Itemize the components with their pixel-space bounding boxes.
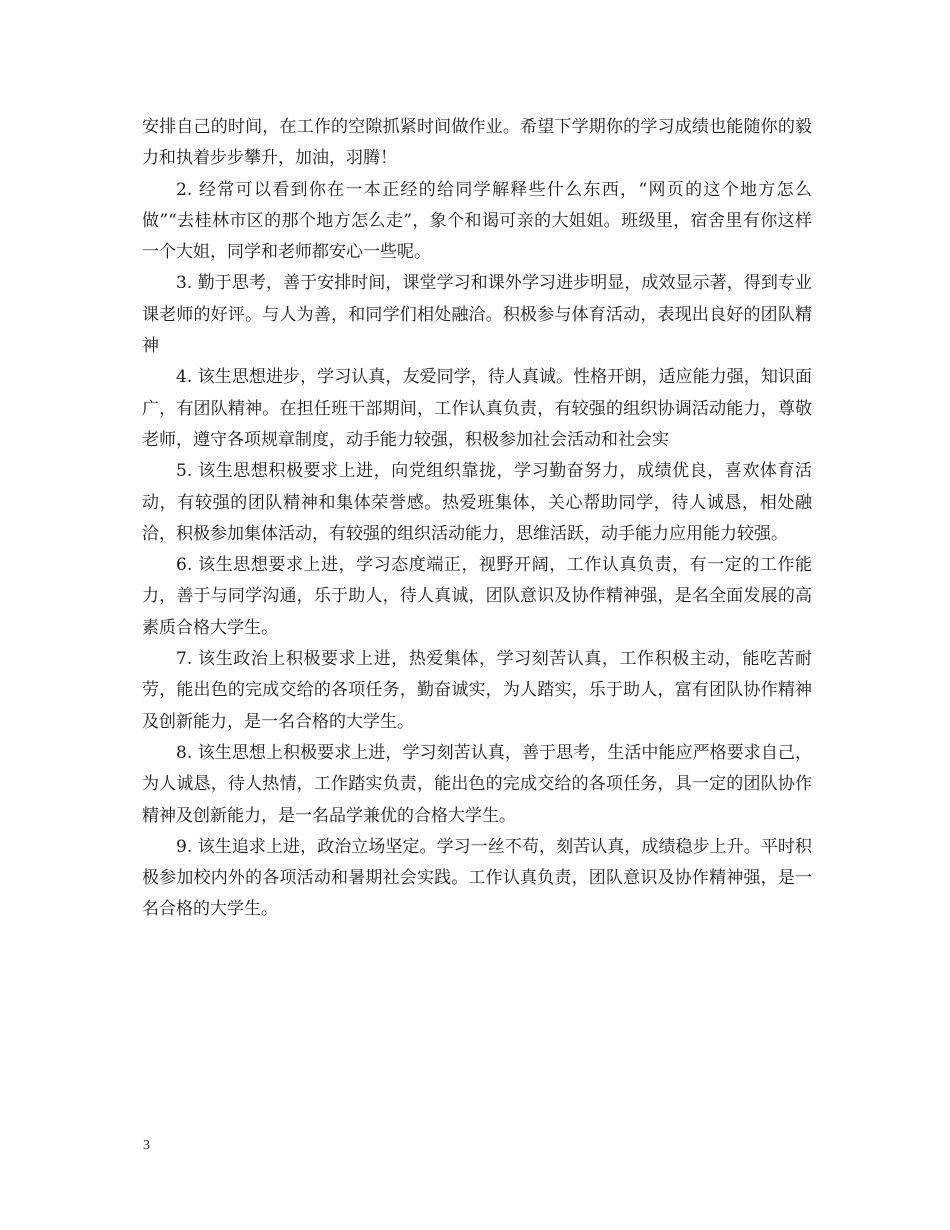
paragraph-item-8: 8. 该生思想上积极要求上进，学习刻苦认真，善于思考，生活中能应严格要求自己，为人诚恳，待人热情，工作踏实负责，能出色的完成交给的各项任务，具一定的团队协作精神及创新能力，是一名品学兼优的合格大学生。: [142, 742, 812, 826]
paragraph-item-5: 5. 该生思想积极要求上进，向党组织靠拢，学习勤奋努力，成绩优良，喜欢体育活动，有较强的团队精神和集体荣誉感。热爱班集体，关心帮助同学，待人诚恳，相处融洽，积极参加集体活动，有较强的组织活动能力，思维活跃，动手能力应用能力较强。: [142, 461, 812, 544]
paragraph-item-4: 4. 该生思想进步，学习认真，友爱同学，待人真诚。性格开朗，适应能力强，知识面广，有团队精神。在担任班干部期间，工作认真负责，有较强的组织协调活动能力，尊敬老师，遵守各项规章制度，动手能力较强，积极参加社会活动和社会实: [142, 367, 812, 450]
document-body: [142, 112, 812, 926]
paragraph-item-9: 9. 该生追求上进，政治立场坚定。学习一丝不苟，刻苦认真，成绩稳步上升。平时积极参加校内外的各项活动和暑期社会实践。工作认真负责，团队意识及协作精神强，是一名合格的大学生。: [142, 836, 812, 920]
paragraph-item-3: 3. 勤于思考，善于安排时间，课堂学习和课外学习进步明显，成效显示著，得到专业课老师的好评。与人为善，和同学们相处融洽。积极参与体育活动，表现出良好的团队精神: [142, 273, 812, 357]
page-number: 3: [143, 1138, 150, 1153]
paragraph-item-7: 7. 该生政治上积极要求上进，热爱集体，学习刻苦认真，工作积极主动，能吃苦耐劳，能出色的完成交给的各项任务，勤奋诚实，为人踏实，乐于助人，富有团队协作精神及创新能力，是一名合格的大学生。: [142, 649, 812, 732]
paragraph-continuation: 安排自己的时间，在工作的空隙抓紧时间做作业。希望下学期你的学习成绩也能随你的毅力和执着步步攀升，加油，羽腾！: [142, 117, 812, 169]
paragraph-item-6: 6. 该生思想要求上进，学习态度端正，视野开阔，工作认真负责，有一定的工作能力，善于与同学沟通，乐于助人，待人真诚，团队意识及协作精神强，是名全面发展的高素质合格大学生。: [142, 555, 812, 638]
paragraph-item-2: 2. 经常可以看到你在一本正经的给同学解释些什么东西，“网页的这个地方怎么做”“去桂林市区的那个地方怎么走”，象个和谒可亲的大姐姐。班级里，宿舍里有你这样一个大姐，同学和老师都安心一些呢。: [142, 179, 812, 263]
